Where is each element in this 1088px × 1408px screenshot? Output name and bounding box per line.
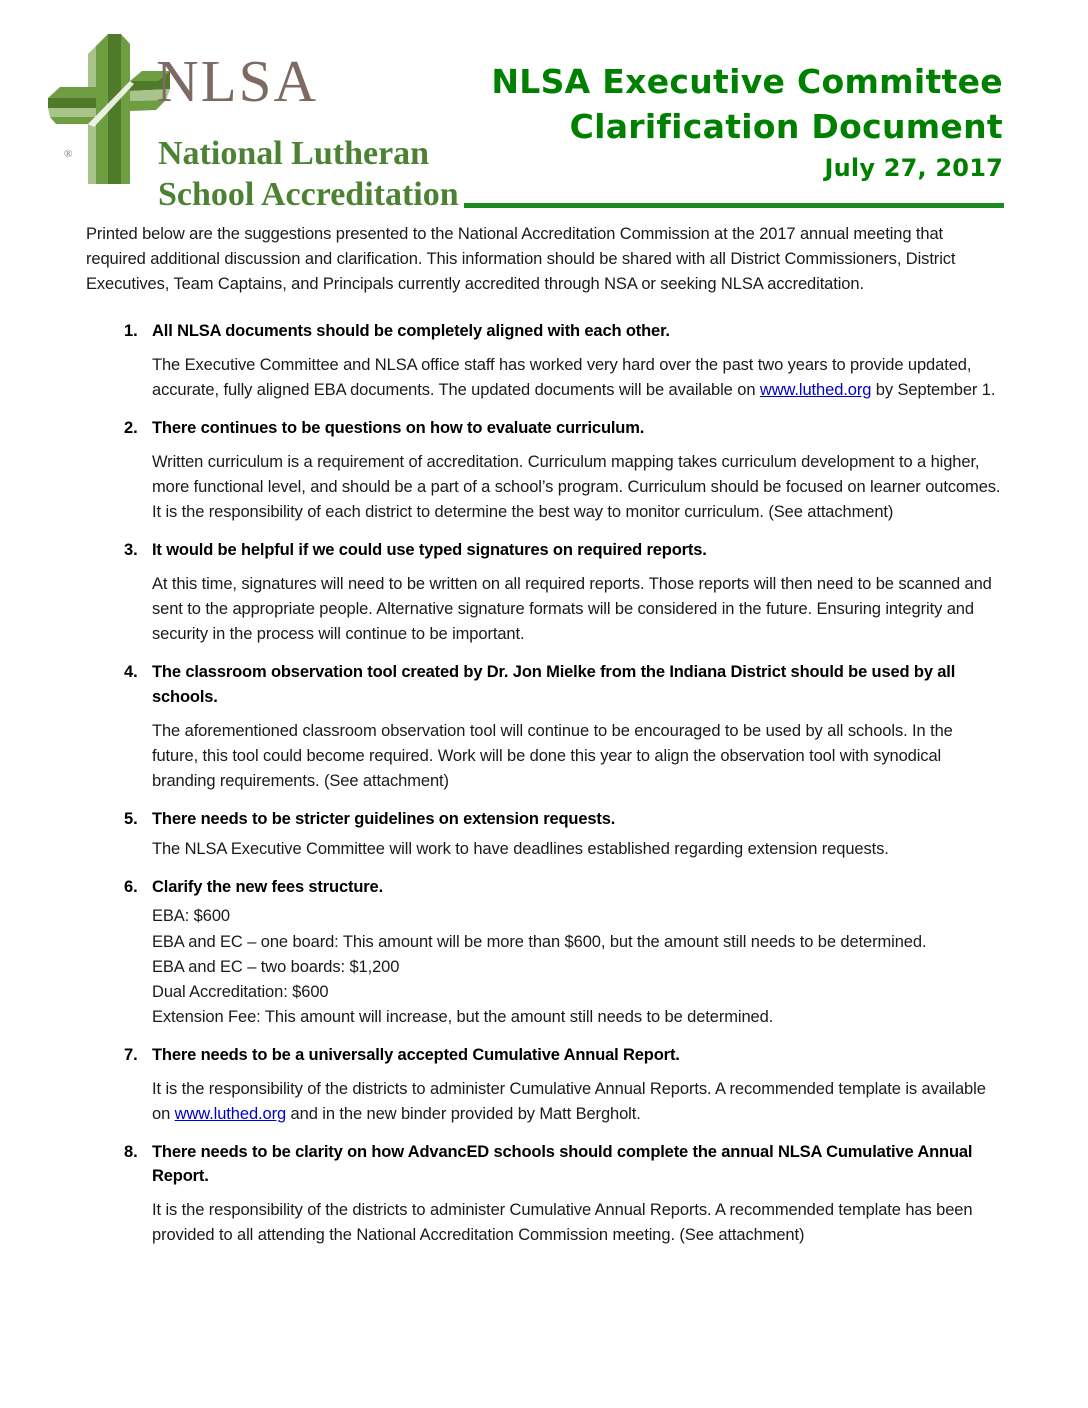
item-heading: All NLSA documents should be completely aligned with each other. <box>152 322 670 341</box>
item-body: The NLSA Executive Committee will work to have deadlines established regarding extension requests. <box>152 839 889 858</box>
luthed-link[interactable]: www.luthed.org <box>759 381 872 400</box>
fee-line: EBA: $600 <box>152 907 230 926</box>
intro-paragraph <box>86 222 1003 297</box>
item-number: 4. <box>124 663 138 682</box>
document-title-line-2: Clarification Document <box>569 106 1003 146</box>
fee-line: EBA and EC – two boards: $1,200 <box>152 957 400 976</box>
item-number: 5. <box>124 809 138 828</box>
item-body-text-before-link: It is the responsibility of the districts to administer Cumulative Annual Reports. A recommended template is available on <box>152 1079 986 1123</box>
item-heading: Clarify the new fees structure. <box>152 877 384 896</box>
item-heading: There needs to be a universally accepted Cumulative Annual Report. <box>152 1045 680 1064</box>
list-item <box>124 875 1003 1030</box>
logo-name-line-1: National Lutheran <box>158 135 430 172</box>
list-item <box>124 416 1003 525</box>
item-number: 1. <box>124 322 138 341</box>
list-item <box>124 660 1003 794</box>
registered-trademark-icon: ® <box>64 148 73 160</box>
list-item <box>124 538 1003 647</box>
suggestions-list <box>0 319 1088 1248</box>
item-heading: There needs to be clarity on how AdvancED schools should complete the annual NLSA Cumulative Annual Report. <box>152 1142 973 1186</box>
intro-text: Printed below are the suggestions presented to the National Accreditation Commission at the 2017 annual meeting that required additional discussion and clarification. This information should be shared with all District Commissioners, District Executives, Team Captains, and Principals currently accredited through NSA or seeking NLSA accreditation. <box>86 225 956 294</box>
item-number: 2. <box>124 419 138 438</box>
item-number: 8. <box>124 1142 138 1161</box>
item-body: Written curriculum is a requirement of accreditation. Curriculum mapping takes curriculum development to a higher, more functional level, and should be a part of a school’s program. Curriculum should be focused on learner outcomes. It is the responsibility of each district to determine the best way to monitor curriculum. (See attachment) <box>152 452 1001 522</box>
logo-acronym: NLSA <box>156 48 319 114</box>
header-divider-rule <box>464 203 1004 208</box>
item-body: It is the responsibility of the districts to administer Cumulative Annual Reports. A recommended template has been provided to all attending the National Accreditation Commission meeting. (See attachment) <box>152 1201 973 1245</box>
fee-line: EBA and EC – one board: This amount will be more than $600, but the amount still needs to be determined. <box>152 932 927 951</box>
item-number: 3. <box>124 541 138 560</box>
document-date: July 27, 2017 <box>824 153 1003 182</box>
item-body: The aforementioned classroom observation tool will continue to be encouraged to be used by all schools. In the future, this tool could become required. Work will be done this year to align the observation tool with synodical branding requirements. (See attachment) <box>152 721 953 790</box>
list-item <box>124 1043 1003 1127</box>
luthed-link[interactable]: www.luthed.org <box>174 1104 287 1123</box>
item-heading: It would be helpful if we could use typed signatures on required reports. <box>152 541 707 560</box>
fee-line: Extension Fee: This amount will increase, but the amount still needs to be determined. <box>152 1007 774 1026</box>
lcms-cross-icon <box>48 34 170 184</box>
document-title-line-1: NLSA Executive Committee <box>491 62 1003 101</box>
item-body-text-after-link: and in the new binder provided by Matt Bergholt. <box>286 1104 641 1123</box>
item-body-text-after-link: by September 1. <box>871 381 996 400</box>
fee-line: Dual Accreditation: $600 <box>152 982 329 1001</box>
logo-name-line-2: School Accreditation <box>158 176 459 214</box>
item-body-text-before-link: The Executive Committee and NLSA office staff has worked very hard over the past two years to provide updated, accurate, fully aligned EBA documents. The updated documents will be available on <box>152 355 972 400</box>
item-number: 7. <box>124 1045 138 1064</box>
item-body: At this time, signatures will need to be written on all required reports. Those reports will then need to be scanned and sent to the appropriate people. Alternative signature formats will be considered in the future. Ensuring integrity and security in the process will continue to be important. <box>152 574 992 644</box>
fees-structure-list <box>152 904 1003 1029</box>
item-heading: There needs to be stricter guidelines on extension requests. <box>152 809 616 828</box>
document-body <box>0 222 1088 1261</box>
list-item <box>124 807 1003 862</box>
item-body <box>152 1077 1003 1127</box>
document-title-block <box>383 60 1003 185</box>
item-number: 6. <box>124 877 138 896</box>
item-body <box>152 353 1003 403</box>
item-heading: There continues to be questions on how to evaluate curriculum. <box>152 419 645 438</box>
list-item <box>124 319 1003 403</box>
document-header <box>0 0 1088 222</box>
item-heading: The classroom observation tool created by Dr. Jon Mielke from the Indiana District should be used by all schools. <box>152 663 956 706</box>
list-item <box>124 1140 1003 1249</box>
